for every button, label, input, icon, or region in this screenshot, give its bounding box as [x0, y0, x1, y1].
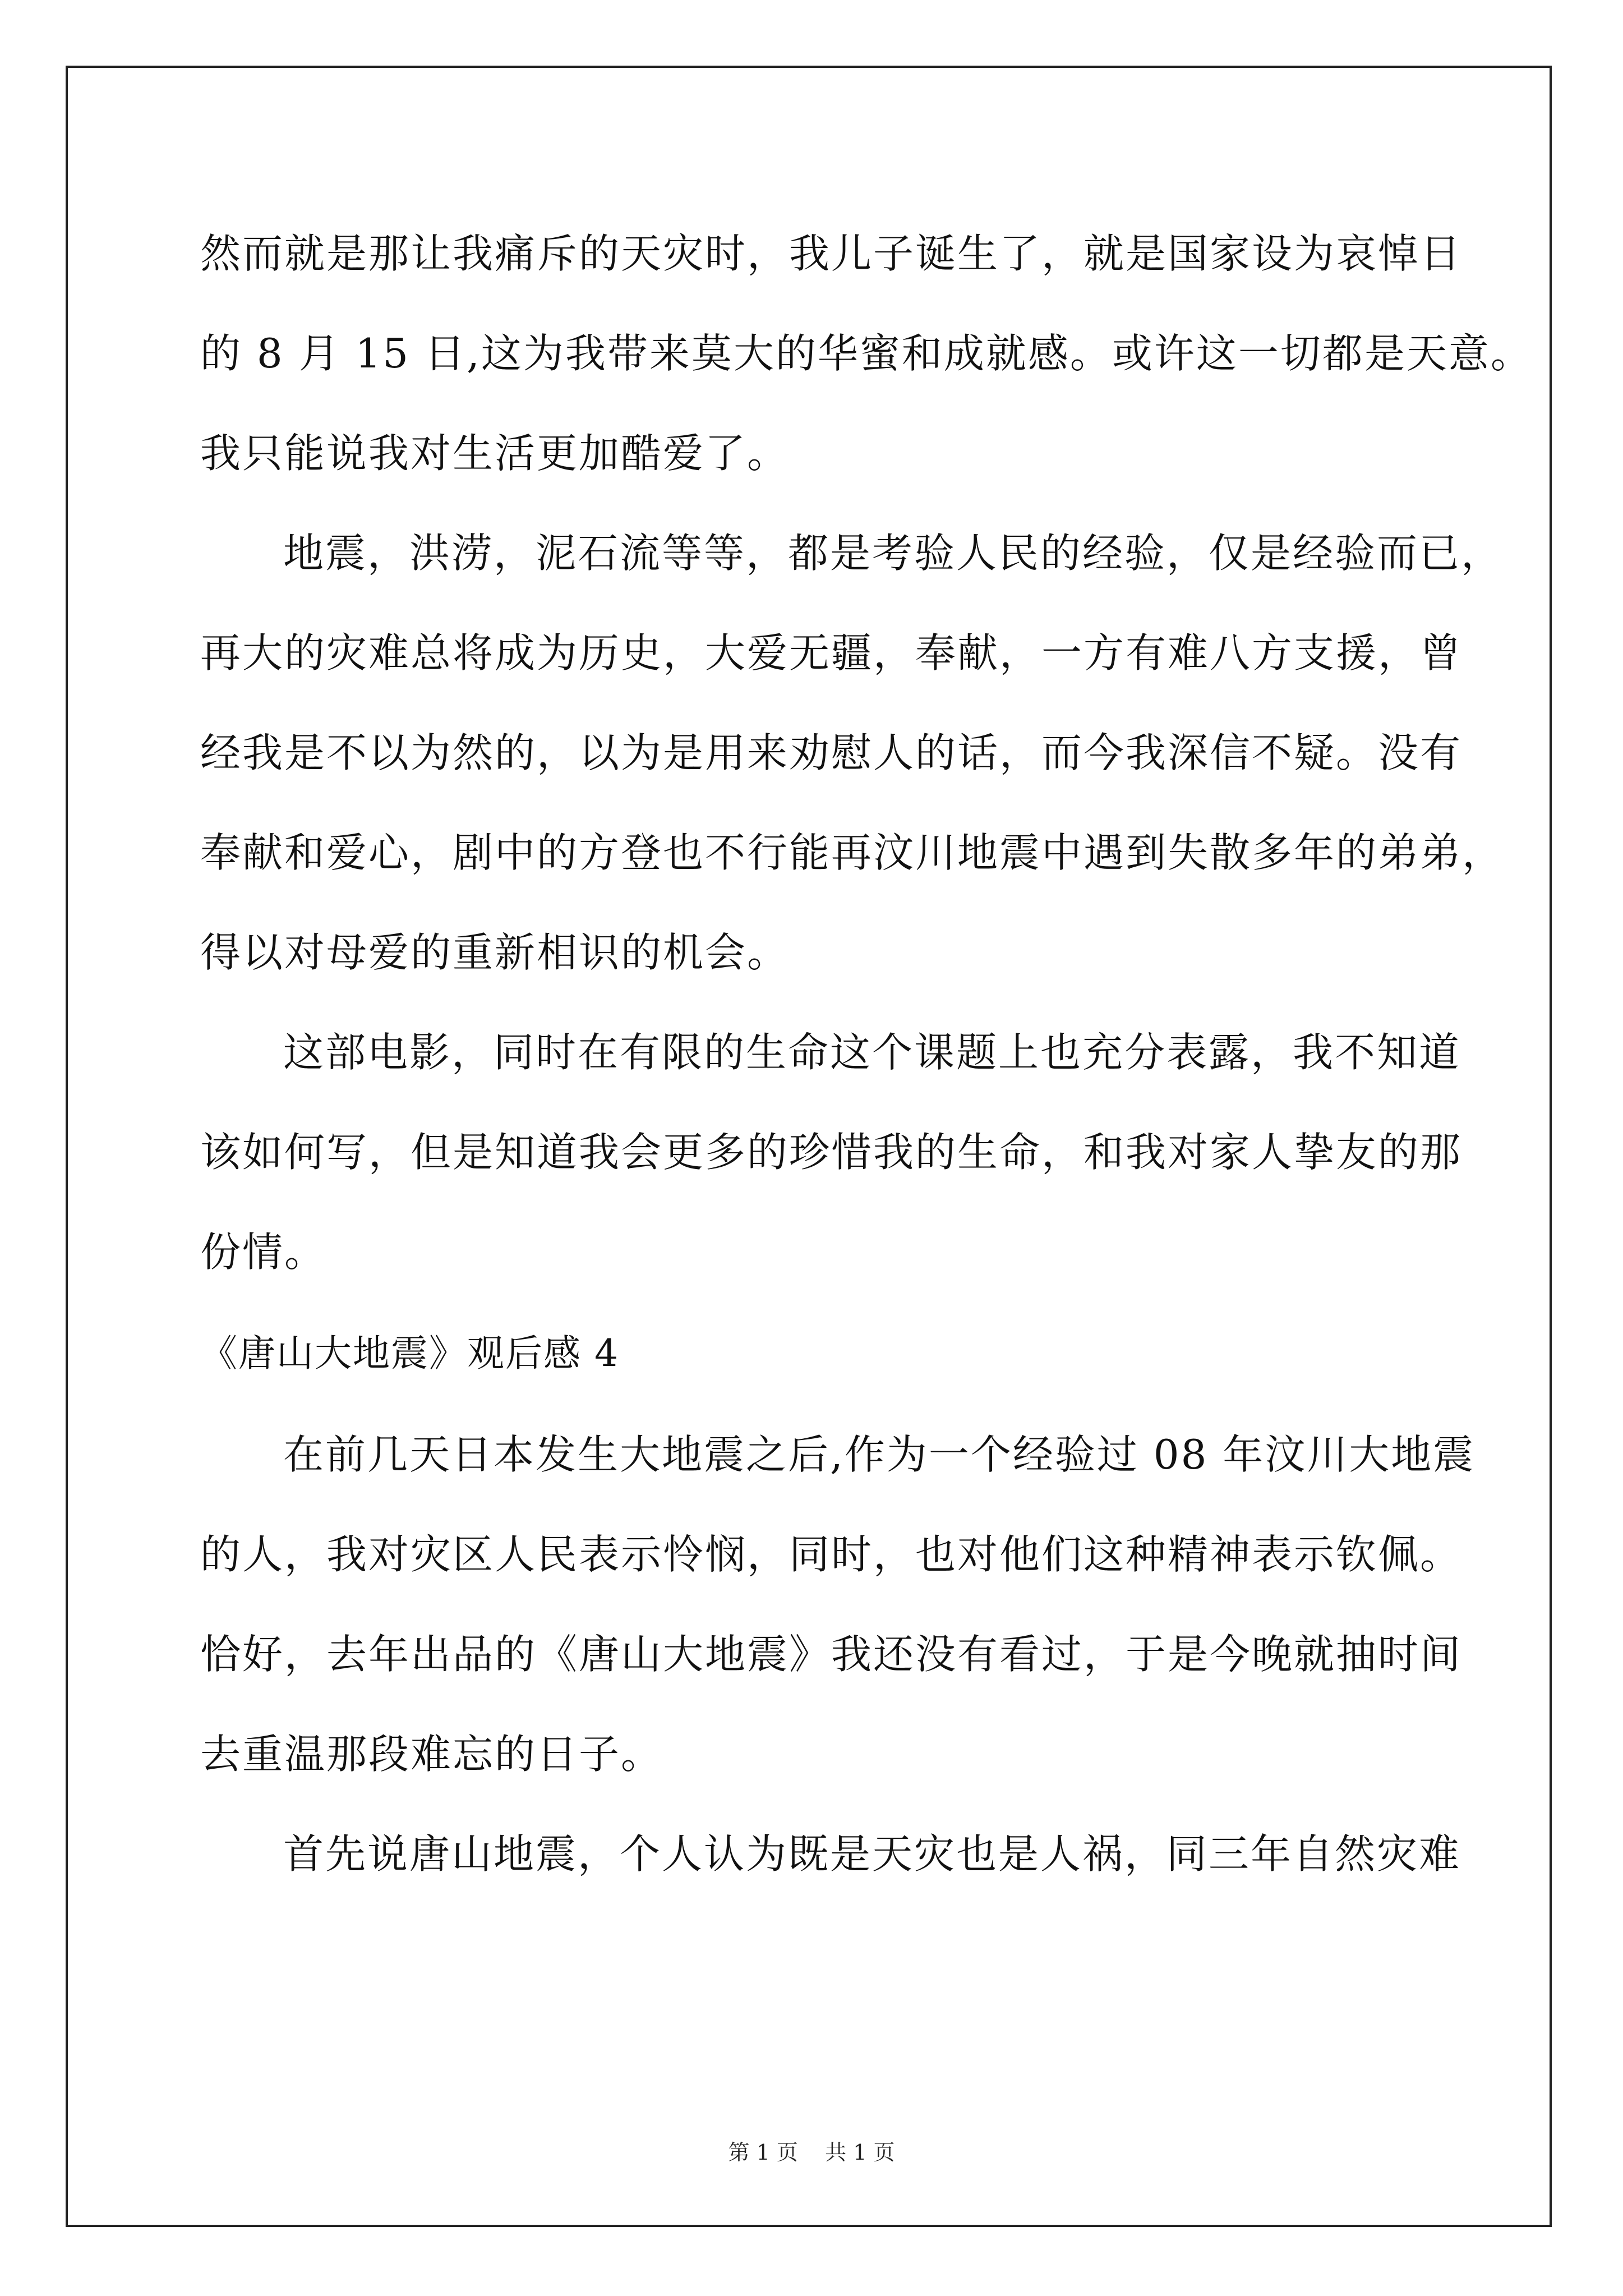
heading-text: 《唐山大地震》观后感 4 — [200, 1332, 619, 1375]
text-line: 然而就是那让我痛斥的天灾时，我儿子诞生了，就是国家设为哀悼日 — [200, 230, 1463, 277]
text-line: 在前几天日本发生大地震之后,作为一个经验过 08 年汶川大地震 — [283, 1431, 1476, 1478]
text-line: 去重温那段难忘的日子。 — [200, 1731, 663, 1778]
text-line: 份情。 — [200, 1228, 327, 1276]
text-line: 该如何写，但是知道我会更多的珍惜我的生命，和我对家人挚友的那 — [200, 1129, 1463, 1176]
text-line: 我只能说我对生活更加酷爱了。 — [200, 430, 790, 477]
text-line: 经我是不以为然的，以为是用来劝慰人的话，而今我深信不疑。没有 — [200, 729, 1463, 776]
text-line: 再大的灾难总将成为历史，大爱无疆，奉献，一方有难八方支援，曾 — [200, 629, 1463, 677]
text-line: 得以对母爱的重新相识的机会。 — [200, 929, 790, 976]
text-line: 的 8 月 15 日,这为我带来莫大的华蜜和成就感。或许这一切都是天意。 — [200, 330, 1533, 377]
text-line: 地震，洪涝，泥石流等等，都是考验人民的经验，仅是经验而已， — [283, 530, 1504, 577]
text-line: 恰好，去年出品的《唐山大地震》我还没有看过，于是今晚就抽时间 — [200, 1631, 1463, 1678]
text-line: 首先说唐山地震，个人认为既是天灾也是人祸，同三年自然灾难 — [283, 1830, 1461, 1878]
text-line: 的人，我对灾区人民表示怜悯，同时，也对他们这种精神表示钦佩。 — [200, 1531, 1463, 1578]
text-line: 奉献和爱心，剧中的方登也不行能再汶川地震中遇到失散多年的弟弟， — [200, 829, 1505, 876]
page-footer: 第 1 页 共 1 页 — [728, 2140, 895, 2165]
text-line: 这部电影，同时在有限的生命这个课题上也充分表露，我不知道 — [283, 1029, 1461, 1076]
